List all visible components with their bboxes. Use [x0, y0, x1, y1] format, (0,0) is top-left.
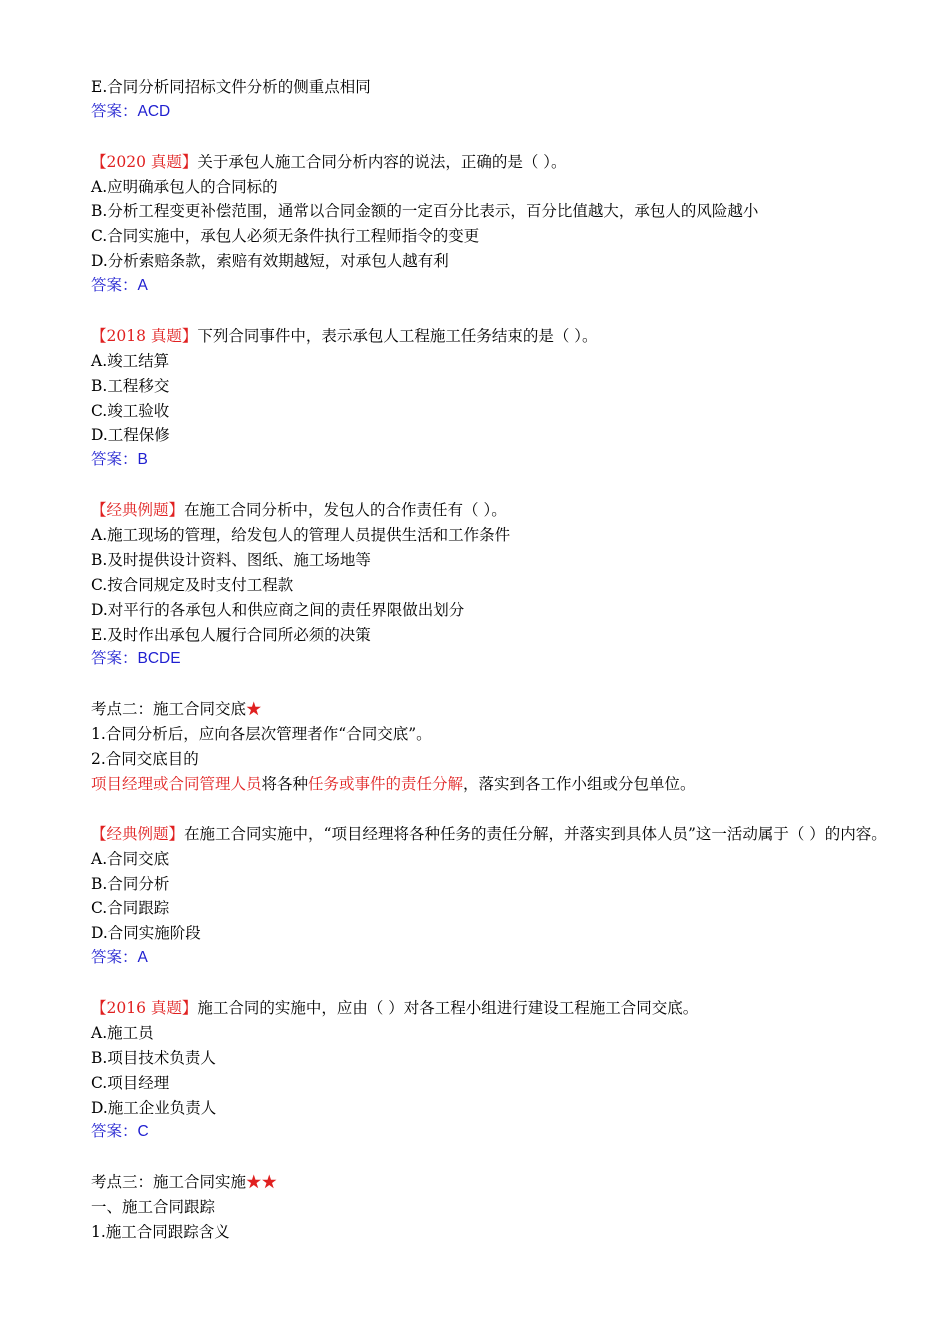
body-text: ，落实到各工作小组或分包单位。 [463, 774, 696, 793]
option-a: A.合同交底 [91, 849, 170, 868]
spacer [91, 971, 891, 996]
question-tag: 【2018 真题】 [91, 326, 198, 345]
star-icon: ★★ [246, 1173, 278, 1192]
point-item: 1.合同分析后，应向各层次管理者作“合同交底”。 [91, 725, 432, 744]
point-item: 1.施工合同跟踪含义 [91, 1222, 230, 1241]
question-classic-2 [91, 822, 891, 847]
option-c: C.合同跟踪 [91, 899, 170, 918]
answer: 答案：B [91, 451, 148, 469]
spacer [91, 473, 891, 498]
option-e: E.合同分析同招标文件分析的侧重点相同 [91, 78, 371, 96]
question-tag: 【2016 真题】 [91, 998, 198, 1017]
option-a: A.应明确承包人的合同标的 [91, 177, 278, 196]
section-title: 考点二：施工合同交底 [91, 700, 247, 719]
option-c: C.项目经理 [91, 1073, 170, 1092]
option-a: A.施工员 [91, 1023, 154, 1042]
option-d: D.工程保修 [91, 426, 170, 445]
option-c: C.按合同规定及时支付工程款 [91, 575, 294, 594]
spacer [91, 797, 891, 822]
option-e: E.及时作出承包人履行合同所必须的决策 [91, 625, 371, 644]
question-classic-1 [91, 498, 891, 523]
question-stem: 施工合同的实施中，应由（ ）对各工程小组进行建设工程施工合同交底。 [197, 998, 699, 1017]
spacer [91, 672, 891, 697]
point-paragraph [91, 772, 891, 797]
point-item: 2.合同交底目的 [91, 750, 199, 769]
question-2016 [91, 996, 891, 1021]
option-d: D.对平行的各承包人和供应商之间的责任界限做出划分 [91, 600, 465, 619]
option-b: B.项目技术负责人 [91, 1048, 216, 1067]
star-icon: ★ [246, 700, 262, 719]
question-tag: 【经典例题】 [91, 824, 185, 843]
option-d: D.分析索赔条款，索赔有效期越短，对承包人越有利 [91, 252, 449, 271]
option-d: D.施工企业负责人 [91, 1098, 217, 1117]
highlight-text: 任务或事件的责任分解 [308, 774, 464, 793]
spacer [91, 125, 891, 150]
section-title: 考点三：施工合同实施 [91, 1173, 247, 1192]
question-tag: 【2020 真题】 [91, 152, 198, 171]
question-stem: 在施工合同实施中，“项目经理将各种任务的责任分解，并落实到具体人员”这一活动属于（ ）的内容。 [184, 824, 887, 843]
section-heading-point-2 [91, 697, 891, 722]
answer: 答案：A [91, 277, 148, 295]
question-stem: 在施工合同分析中，发包人的合作责任有（ ）。 [184, 501, 507, 520]
question-stem: 下列合同事件中，表示承包人工程施工任务结束的是（ ）。 [197, 326, 598, 345]
option-c: C.竣工验收 [91, 401, 170, 420]
option-b: B.及时提供设计资料、图纸、施工场地等 [91, 550, 371, 569]
answer: 答案：C [91, 1123, 149, 1141]
option-c: C.合同实施中，承包人必须无条件执行工程师指令的变更 [91, 227, 480, 246]
answer: 答案：A [91, 949, 148, 967]
question-tag: 【经典例题】 [91, 501, 185, 520]
option-b: B.分析工程变更补偿范围，通常以合同金额的一定百分比表示，百分比值越大，承包人的风险越小 [91, 202, 759, 221]
option-a: A.施工现场的管理，给发包人的管理人员提供生活和工作条件 [91, 526, 511, 545]
option-b: B.工程移交 [91, 376, 170, 395]
answer: 答案：BCDE [91, 650, 181, 668]
highlight-text: 项目经理或合同管理人员 [91, 774, 262, 793]
option-b: B.合同分析 [91, 874, 170, 893]
body-text: 将各种 [261, 774, 309, 793]
answer: 答案：ACD [91, 102, 171, 120]
spacer [91, 1145, 891, 1170]
document-content [91, 75, 891, 1245]
question-2020-a [91, 150, 891, 175]
spacer [91, 299, 891, 324]
option-a: A.竣工结算 [91, 351, 170, 370]
question-2018 [91, 324, 891, 349]
question-stem: 关于承包人施工合同分析内容的说法，正确的是（ ）。 [197, 152, 567, 171]
option-d: D.合同实施阶段 [91, 924, 201, 943]
section-heading-point-3 [91, 1170, 891, 1195]
subsection-heading: 一、施工合同跟踪 [91, 1198, 216, 1217]
